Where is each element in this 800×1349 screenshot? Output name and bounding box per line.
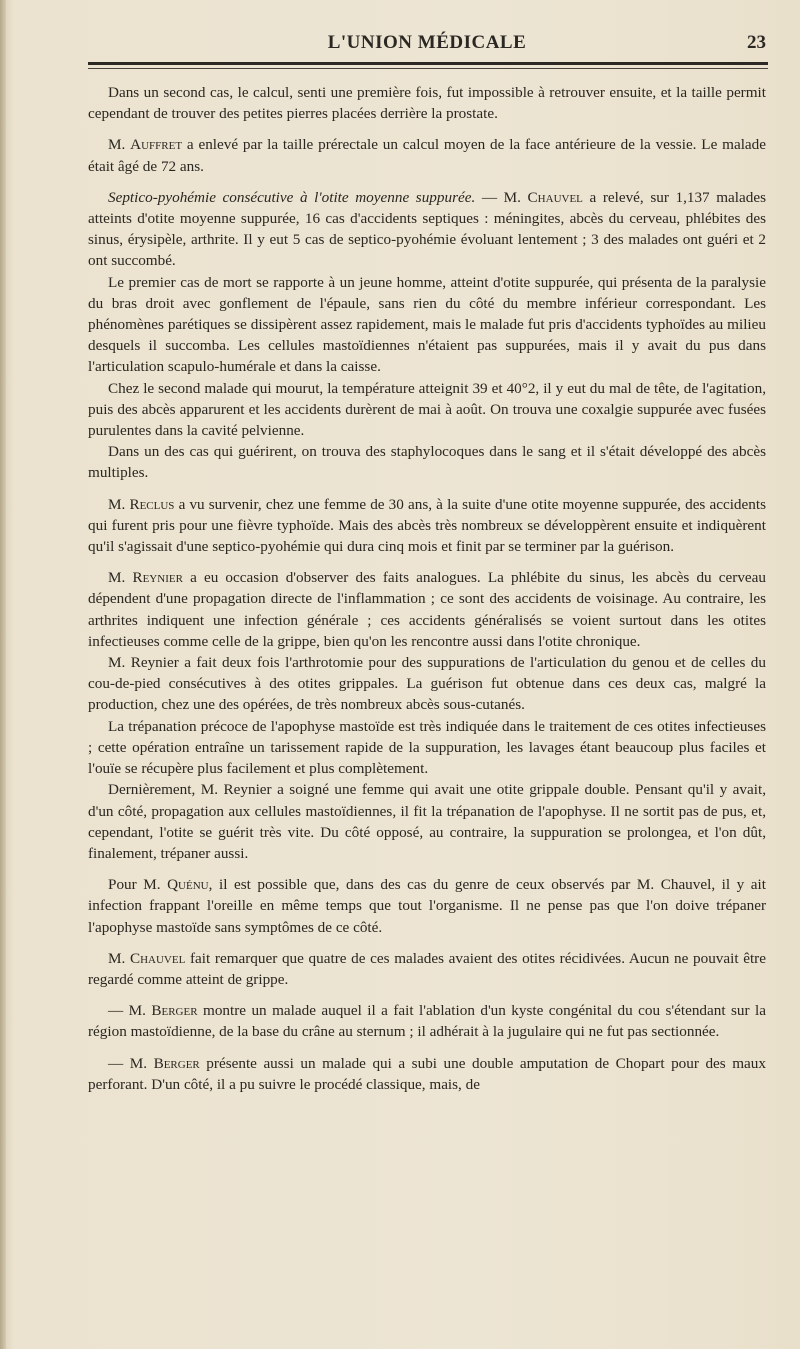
paragraph-septico-pyohemie (88, 187, 766, 272)
paragraph-text: a enlevé par la taille prérectale un calcul moyen de la face antérieure de la vessie. Le malade était âgé de 72 ans. (88, 136, 766, 175)
paragraph-text: Chez le second malade qui mourut, la température atteignit 39 et 40°2, il y eut du mal de tête, de l'agitation, puis des abcès apparurent et les accidents durèrent de mai à août. On trouva une coxalgie suppurée avec fusées purulentes dans la cavité pelvienne. (88, 379, 766, 440)
paragraph-text: a vu survenir, chez une femme de 30 ans, à la suite d'une otite moyenne suppurée, des accidents qui furent pris pour une fièvre typhoïde. Mais des abcès très nombreux se développèrent ensuite et indiquèrent qu'il s'agissait d'une septico-pyohémie qui dura cinq mois et finit par se terminer par la guérison. (88, 495, 766, 556)
header-rule-thick (88, 62, 768, 65)
paragraph-text: Dans un second cas, le calcul, senti une première fois, fut impossible à retrouver ensuite, et la taille permit cependant de trouver des petites pierres placées derrière la prostate. (88, 84, 766, 123)
article-body (88, 82, 766, 1095)
paragraph-berger-chopart (88, 1053, 766, 1095)
paragraph-text: fait remarquer que quatre de ces malades avaient des otites récidivées. Aucun ne pouvait être regardé comme atteint de grippe. (88, 949, 766, 988)
paragraph-chauvel-remarque (88, 948, 766, 990)
speaker-name: Berger (153, 1054, 200, 1072)
speaker-prefix: M. (108, 569, 133, 587)
paragraph-text: montre un malade auquel il a fait l'ablation d'un kyste congénital du cou s'étendant sur la région mastoïdienne, de la base du crâne au sternum ; il adhérait à la jugulaire qui ne fut pas sectionnée. (88, 1002, 766, 1041)
paragraph-text: La trépanation précoce de l'apophyse mastoïde est très indiquée dans le traitement de ces otites infectieuses ; cette opération entraîne un tarissement rapide de la suppuration, les lavages étant beaucoup plus faciles et l'ouïe se récupère plus facilement et plus complètement. (88, 717, 766, 778)
paragraph-text: présente aussi un malade qui a subi une double amputation de Chopart pour des maux perforant. D'un côté, il a pu suivre le procédé classique, mais, de (88, 1054, 766, 1093)
paragraph-text: Dans un des cas qui guérirent, on trouva des staphylocoques dans le sang et il s'était développé des abcès multiples. (88, 443, 766, 482)
speaker-prefix: — M. (108, 1002, 152, 1020)
page-header (88, 26, 766, 62)
speaker-prefix: M. (108, 949, 130, 967)
paragraph-auffret (88, 134, 766, 176)
paragraph-reclus (88, 494, 766, 558)
speaker-name: Chauvel (129, 949, 186, 967)
page-binding-edge (0, 0, 6, 1349)
speaker-prefix: — M. (475, 188, 528, 206)
speaker-name: Chauvel (527, 188, 583, 206)
paragraph-berger-kyste (88, 1000, 766, 1042)
paragraph-premier-cas (88, 272, 766, 378)
section-title: Septico-pyohémie consécutive à l'otite moyenne suppurée. (108, 188, 476, 206)
speaker-name: Reclus (129, 495, 175, 513)
paragraph-staphylocoques (88, 441, 766, 483)
paragraph-text: a relevé, sur 1,137 malades atteints d'otite moyenne suppurée, 16 cas d'accidents septiques : méningites, abcès du cerveau, phlébites des sinus, érysipèle, arthrite. Il y eut 5 cas de septico-pyohémie évoluant lentement ; 3 des malades ont guéri et 2 ont succombé. (88, 188, 766, 270)
paragraph-arthrotomie (88, 652, 766, 716)
running-title: L'UNION MÉDICALE (327, 32, 527, 53)
paragraph-calcul-second-cas (88, 82, 766, 124)
speaker-name: Berger (151, 1002, 198, 1020)
speaker-name: Quénu (167, 876, 209, 894)
paragraph-trepanation (88, 716, 766, 780)
page-number: 23 (747, 32, 766, 53)
speaker-name: Reynier (132, 569, 183, 587)
speaker-prefix: M. (108, 136, 131, 154)
speaker-prefix: Pour M. (108, 876, 168, 894)
paragraph-quenu (88, 874, 766, 938)
paragraph-text: Dernièrement, M. Reynier a soigné une femme qui avait une otite grippale double. Pensant qu'il y avait, d'un côté, propagation aux cellules mastoïdiennes, il fit la trépanation de l'apophyse. Il ne sortit pas de pus, et, cependant, l'otite se guérit très vite. Du côté opposé, au contraire, la suppuration se prolongea, et l'on dût, finalement, trépaner aussi. (88, 781, 766, 862)
paragraph-text: M. Reynier a fait deux fois l'arthrotomie pour des suppurations de l'articulation du genou et de celles du cou-de-pied consécutives à des otites grippales. La guérison fut obtenue dans ces deux cas, malgré la production, chez une des opérées, de très nombreux abcès sous-cutanés. (88, 654, 766, 714)
speaker-prefix: M. (108, 495, 130, 513)
speaker-name: Auffret (130, 136, 183, 154)
paragraph-reynier (88, 567, 766, 652)
speaker-prefix: — M. (108, 1054, 154, 1072)
paragraph-text: a eu occasion d'observer des faits analogues. La phlébite du sinus, les abcès du cerveau dépendent d'une propagation directe de l'inflammation ; ce sont des accidents de voisinage. Au contraire, les arthrites indiquent une infection générale ; ces accidents généralisés se voient surtout dans les otites infectieuses comme celle de la grippe, bien qu'on les rencontre aussi dans l'otite chronique. (88, 569, 766, 650)
paragraph-second-malade (88, 378, 766, 442)
header-rule-thin (88, 68, 768, 69)
paragraph-text: Le premier cas de mort se rapporte à un jeune homme, atteint d'otite suppurée, qui présenta de la paralysie du bras droit avec gonflement de l'épaule, sans rien du côté du membre inférieur correspondant. Les phénomènes parétiques se dissipèrent assez rapidement, mais le malade fut pris d'accidents typhoïdes au milieu desquels il succomba. Les cellules mastoïdiennes n'étaient pas suppurées, mais il y avait du pus dans l'articulation scapulo-humérale et dans la caisse. (88, 273, 766, 376)
paragraph-otite-grippale (88, 779, 766, 864)
paragraph-text: , il est possible que, dans des cas du genre de ceux observés par M. Chauvel, il y ait infection frappant l'oreille en même temps que tout l'organisme. Il ne pense pas que l'on doive trépaner l'apophyse mastoïde sans symptômes de ce côté. (88, 876, 766, 936)
